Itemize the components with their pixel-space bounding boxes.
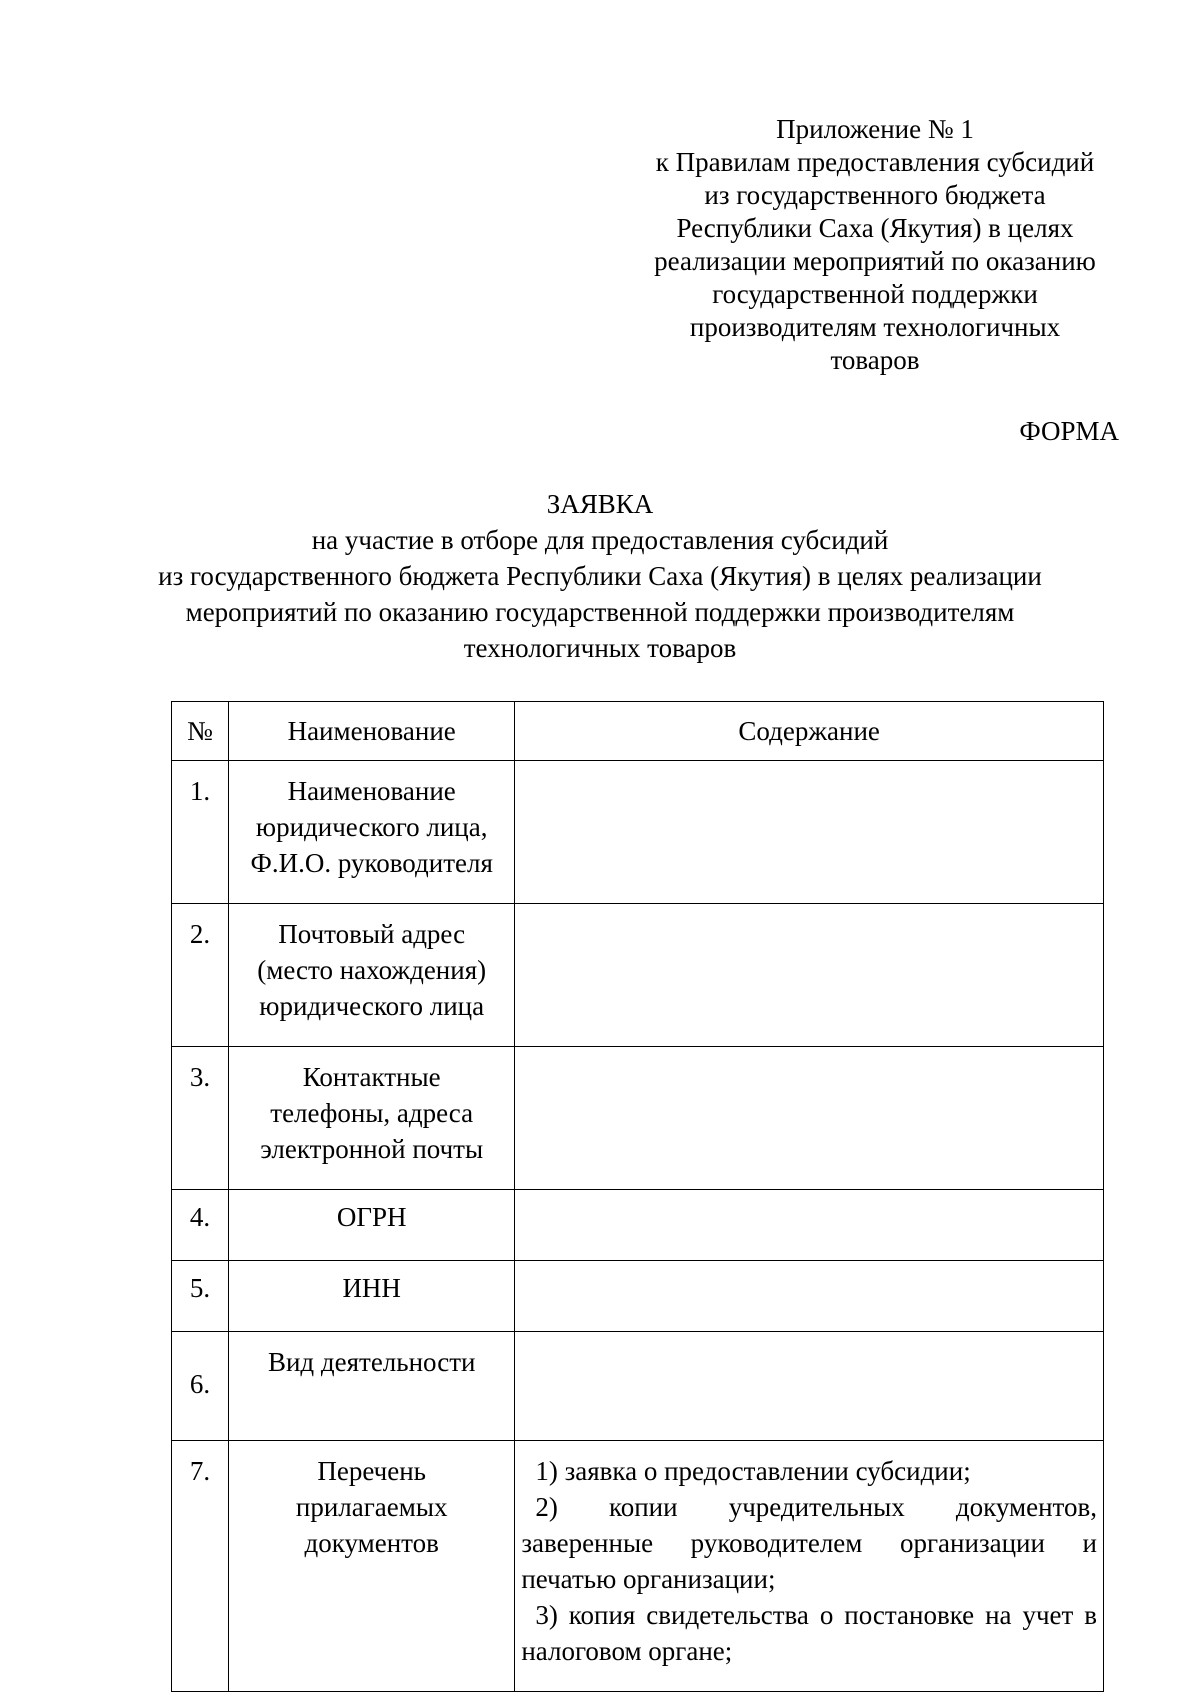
row-name-line: Ф.И.О. руководителя — [250, 848, 493, 878]
annex-line: товаров — [830, 345, 920, 375]
row-name-line: ИНН — [342, 1273, 401, 1303]
row-content-cell[interactable] — [515, 1190, 1104, 1261]
annex-line: из государственного бюджета — [704, 180, 1046, 210]
row-name — [229, 761, 515, 904]
annex-line: государственной поддержки — [712, 279, 1038, 309]
row-number: 1. — [172, 761, 229, 904]
row-number: 5. — [172, 1261, 229, 1332]
row-name-line: ОГРН — [336, 1202, 407, 1232]
row-name-line: Перечень — [317, 1456, 426, 1486]
row-number: 4. — [172, 1190, 229, 1261]
header-num: № — [172, 702, 229, 761]
table-row — [172, 1190, 1104, 1261]
row-number: 2. — [172, 904, 229, 1047]
row-name — [229, 1047, 515, 1190]
annex-line: Приложение № 1 — [776, 114, 974, 144]
table-row — [172, 1332, 1104, 1441]
row-name — [229, 1332, 515, 1441]
annex-line: реализации мероприятий по оказанию — [654, 246, 1096, 276]
annex-line: к Правилам предоставления субсидий — [655, 147, 1095, 177]
row-number: 7. — [172, 1441, 229, 1692]
document-title — [0, 486, 1200, 666]
row-content-cell[interactable] — [515, 761, 1104, 904]
row-name-line: юридического лица — [259, 991, 485, 1021]
row-number: 6. — [172, 1332, 229, 1441]
row-name-line: телефоны, адреса — [270, 1098, 474, 1128]
form-label: ФОРМА — [1019, 416, 1119, 446]
table-row — [172, 904, 1104, 1047]
row-content-cell[interactable] — [515, 904, 1104, 1047]
title-line: мероприятий по оказанию государственной поддержки производителям — [185, 597, 1015, 627]
row-number: 3. — [172, 1047, 229, 1190]
row-name — [229, 1441, 515, 1692]
document-item: 3) копия свидетельства о постановке на учет в налоговом органе; — [521, 1600, 1097, 1666]
table-row — [172, 761, 1104, 904]
header-name: Наименование — [229, 702, 515, 761]
row-content-cell[interactable] — [515, 1332, 1104, 1441]
title-heading: ЗАЯВКА — [546, 489, 654, 519]
title-line: на участие в отборе для предоставления субсидий — [311, 525, 889, 555]
row-content-cell[interactable] — [515, 1047, 1104, 1190]
row-name-line: Наименование — [287, 776, 456, 806]
row-name-line: Контактные — [302, 1062, 441, 1092]
annex-header — [630, 113, 1120, 377]
row-name-line: Почтовый адрес — [278, 919, 466, 949]
title-line: из государственного бюджета Республики Саха (Якутия) в целях реализации — [158, 561, 1042, 591]
row-name-line: документов — [304, 1528, 439, 1558]
row-content-cell[interactable] — [515, 1261, 1104, 1332]
document-item: 2) копии учредительных документов, заверенные руководителем организации и печатью организации; — [521, 1492, 1097, 1594]
row-name-line: юридического лица, — [255, 812, 488, 842]
document-item: 1) заявка о предоставлении субсидии; — [535, 1456, 971, 1486]
row-name — [229, 904, 515, 1047]
table-row — [172, 1047, 1104, 1190]
table-row — [172, 1261, 1104, 1332]
row-name-line: прилагаемых — [295, 1492, 448, 1522]
row-name — [229, 1261, 515, 1332]
annex-line: Республики Саха (Якутия) в целях — [676, 213, 1074, 243]
table-header-row — [172, 702, 1104, 761]
row-name-line: (место нахождения) — [257, 955, 487, 985]
documents-list — [515, 1441, 1104, 1692]
row-name-line: Вид деятельности — [267, 1347, 476, 1377]
application-form-table — [171, 701, 1104, 1692]
row-name-line: электронной почты — [260, 1134, 484, 1164]
table-row — [172, 1441, 1104, 1692]
annex-line: производителям технологичных — [689, 312, 1061, 342]
row-name — [229, 1190, 515, 1261]
title-line: технологичных товаров — [463, 633, 737, 663]
header-content: Содержание — [515, 702, 1104, 761]
